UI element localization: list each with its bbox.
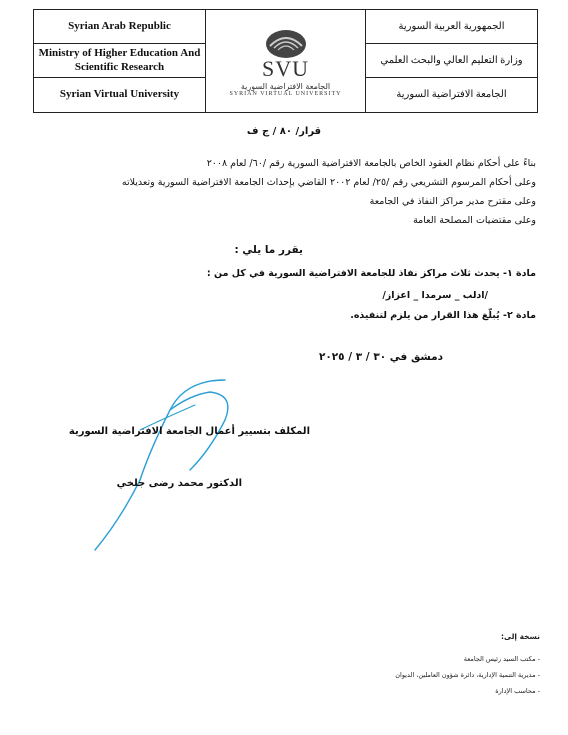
copy-recipient: - مكتب السيد رئيس الجامعة — [463, 655, 540, 663]
header-country-ar: الجمهورية العربية السورية — [365, 10, 537, 44]
signatory-title: المكلف بتسيير أعمال الجامعة الافتراضية السورية — [68, 426, 310, 437]
preamble-line-2: وعلى أحكام المرسوم التشريعي رقم /٢٥/ لعام ٢٠٠٢ القاضي بإحداث الجامعة الافتراضية السورية وتعديلاته — [121, 177, 536, 188]
preamble-line-1: بناءً على أحكام نظام العقود الخاص بالجامعة الافتراضية السورية رقم /٦٠/ لعام ٢٠٠٨ — [206, 158, 536, 169]
copy-recipient: - مديرية التنمية الإدارية، دائرة شؤون العاملين، الديوان — [395, 671, 540, 679]
article-1-locations: /ادلب _ سرمدا _ اعزاز/ — [382, 290, 488, 301]
decision-reference: قرار/ ٨٠ / ج ف — [246, 126, 322, 137]
signatory-name: الدكتور محمد رضى جلخي — [116, 478, 242, 489]
preamble-line-4: وعلى مقتضيات المصلحة العامة — [413, 215, 536, 226]
issue-date: دمشق في ٣٠ / ٣ / ٢٠٢٥ — [318, 351, 443, 363]
decides-heading: يقرر ما يلي : — [234, 244, 303, 256]
preamble-line-3: وعلى مقترح مدير مراكز النفاذ في الجامعة — [369, 196, 536, 207]
article-2: مادة ٢- يُبلّغ هذا القرار من يلزم لتنفيذه. — [350, 310, 536, 321]
header-ministry-en: Ministry of Higher Education And Scientific Research — [34, 44, 206, 78]
logo-arabic-name: الجامعة الافتراضية السورية — [240, 81, 331, 91]
copies-heading: نسخة إلى: — [501, 632, 540, 641]
logo-mark: SVU — [261, 55, 309, 81]
header-university-en: Syrian Virtual University — [34, 78, 206, 112]
header-ministry-ar: وزارة التعليم العالي والبحث العلمي — [365, 44, 537, 78]
copy-recipient: - محاسب الإدارة — [495, 687, 540, 695]
logo-english-name: SYRIAN VIRTUAL UNIVERSITY — [229, 90, 342, 97]
article-1: مادة ١- يحدث ثلاث مراكز نفاذ للجامعة الافتراضية السورية في كل من : — [206, 268, 536, 279]
header-university-ar: الجامعة الافتراضية السورية — [365, 78, 537, 112]
header-country-en: Syrian Arab Republic — [34, 10, 206, 44]
